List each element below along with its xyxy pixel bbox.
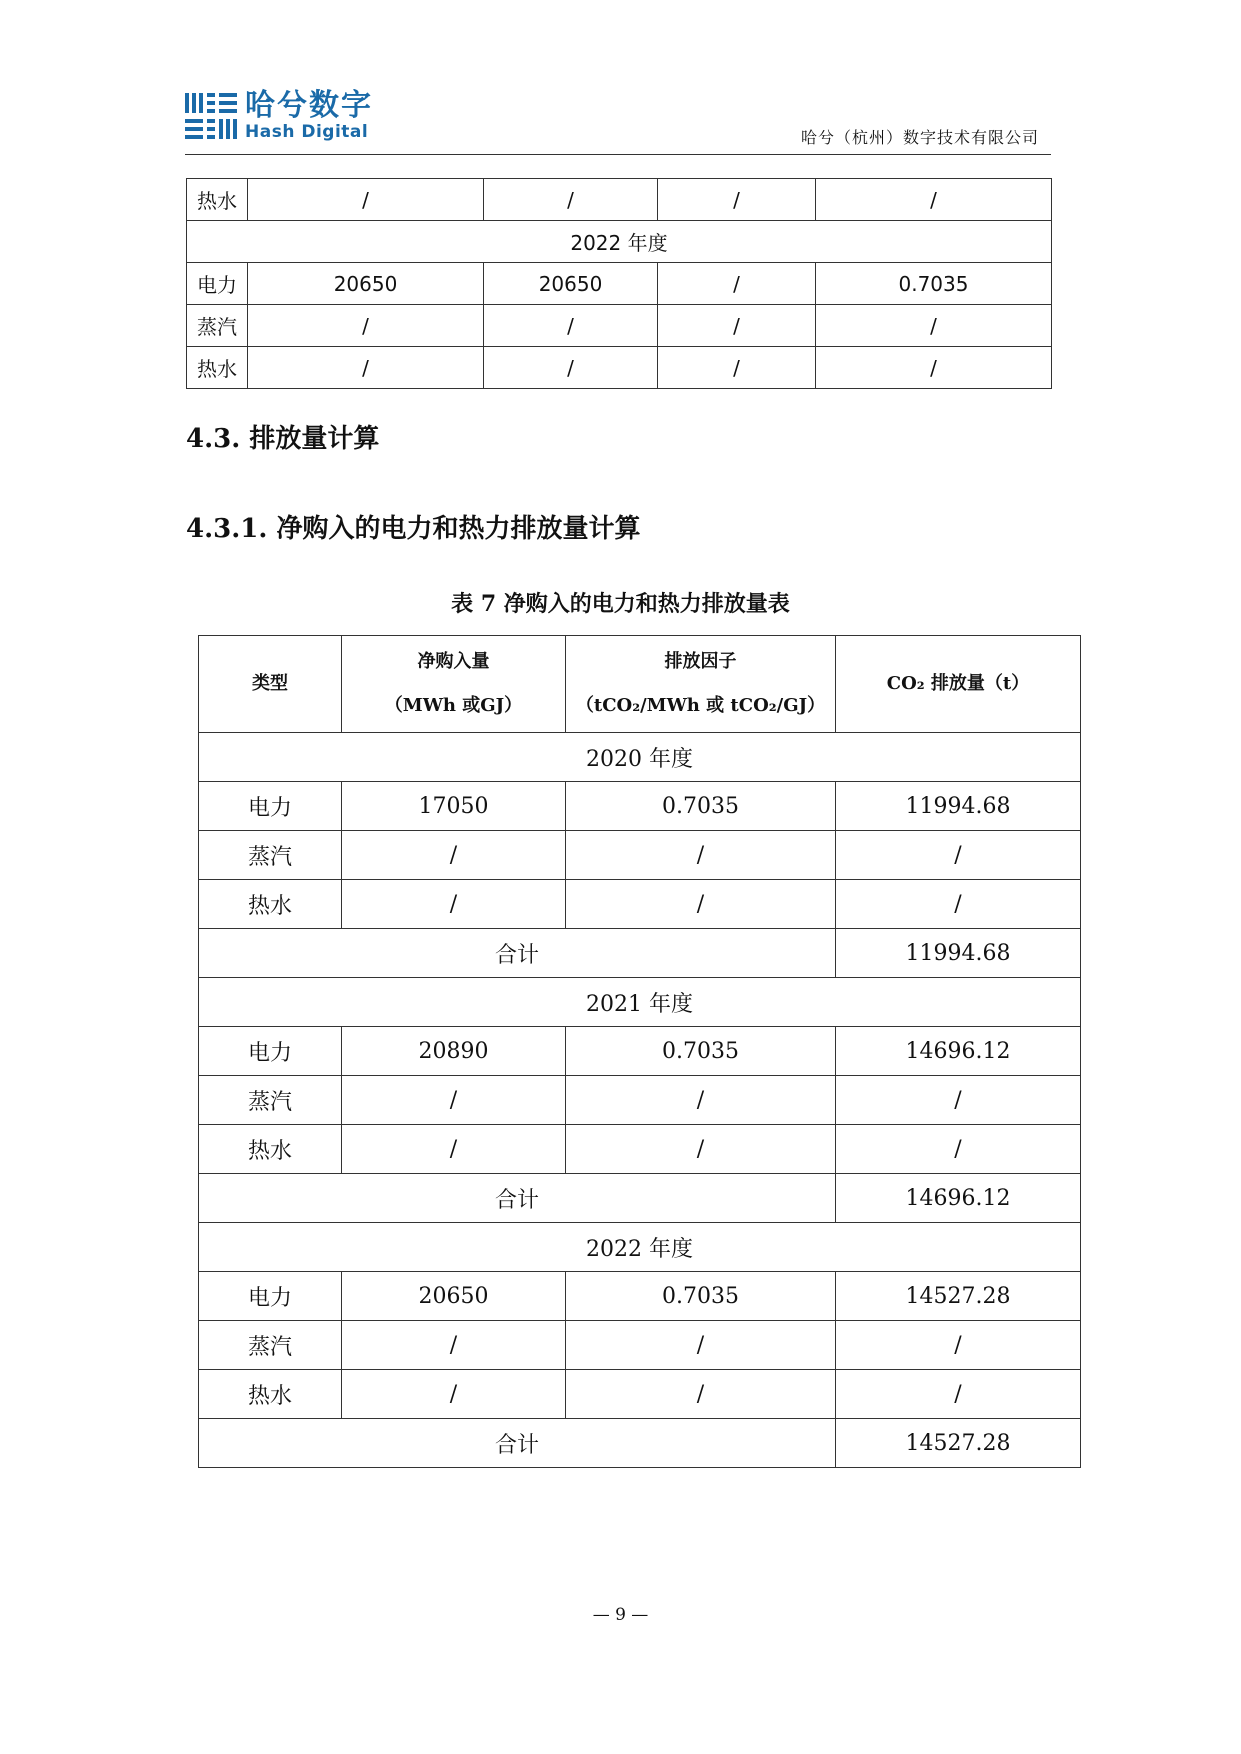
table-cell: 20650 xyxy=(484,263,658,305)
year-label: 2022 年度 xyxy=(187,221,1052,263)
table-row xyxy=(199,1125,1081,1174)
cell-amount: / xyxy=(342,831,566,880)
cell-emission: 14696.12 xyxy=(836,1027,1081,1076)
cell-emission: / xyxy=(836,1321,1081,1370)
cell-type: 电力 xyxy=(199,1027,342,1076)
cell-factor: / xyxy=(566,1370,836,1419)
row-label: 电力 xyxy=(187,263,248,305)
cell-factor: / xyxy=(566,880,836,929)
year-label: 2022 年度 xyxy=(199,1223,1081,1272)
cell-amount: 17050 xyxy=(342,782,566,831)
table-cell: 0.7035 xyxy=(816,263,1052,305)
header-amount-line2: （MWh 或GJ） xyxy=(384,695,523,716)
subsection-heading: 4.3.1. 净购入的电力和热力排放量计算 xyxy=(186,514,641,544)
cell-type: 热水 xyxy=(199,1370,342,1419)
cell-factor: 0.7035 xyxy=(566,1272,836,1321)
cell-type: 蒸汽 xyxy=(199,1321,342,1370)
header-amount-line1: 净购入量 xyxy=(417,651,490,672)
total-value: 11994.68 xyxy=(836,929,1081,978)
total-value: 14527.28 xyxy=(836,1419,1081,1468)
hash-digital-logo-icon xyxy=(185,91,237,141)
table-cell: / xyxy=(658,179,816,221)
total-label: 合计 xyxy=(199,1174,836,1223)
year-row xyxy=(199,733,1081,782)
table-cell: / xyxy=(816,347,1052,389)
header-factor-line1: 排放因子 xyxy=(664,651,737,672)
table-header-row xyxy=(199,636,1081,733)
table-row xyxy=(199,1370,1081,1419)
table-cell: / xyxy=(248,347,484,389)
table-row xyxy=(199,1027,1081,1076)
table-row xyxy=(199,782,1081,831)
header-factor xyxy=(566,636,836,733)
cell-amount: / xyxy=(342,880,566,929)
table-cell: / xyxy=(484,347,658,389)
year-label: 2021 年度 xyxy=(199,978,1081,1027)
cell-factor: / xyxy=(566,1321,836,1370)
table-row xyxy=(199,1321,1081,1370)
emissions-table xyxy=(198,635,1081,1468)
cell-emission: / xyxy=(836,1125,1081,1174)
total-row xyxy=(199,1174,1081,1223)
cell-factor: / xyxy=(566,1125,836,1174)
table-row xyxy=(199,831,1081,880)
table-cell: 20650 xyxy=(248,263,484,305)
cell-type: 热水 xyxy=(199,880,342,929)
cell-factor: 0.7035 xyxy=(566,1027,836,1076)
logo-english-name: Hash Digital xyxy=(245,122,369,142)
table-row xyxy=(199,1272,1081,1321)
total-row xyxy=(199,929,1081,978)
table-cell: / xyxy=(248,305,484,347)
total-row xyxy=(199,1419,1081,1468)
cell-emission: 14527.28 xyxy=(836,1272,1081,1321)
cell-emission: / xyxy=(836,1370,1081,1419)
page-header xyxy=(185,84,1051,155)
row-label: 蒸汽 xyxy=(187,305,248,347)
table-cell: / xyxy=(248,179,484,221)
cell-amount: / xyxy=(342,1321,566,1370)
cell-type: 蒸汽 xyxy=(199,831,342,880)
total-label: 合计 xyxy=(199,1419,836,1468)
header-amount xyxy=(342,636,566,733)
cell-emission: / xyxy=(836,880,1081,929)
year-row xyxy=(199,1223,1081,1272)
table-cell: / xyxy=(658,305,816,347)
cell-factor: 0.7035 xyxy=(566,782,836,831)
table-cell: / xyxy=(658,347,816,389)
row-label: 热水 xyxy=(187,179,248,221)
cell-type: 电力 xyxy=(199,782,342,831)
table-row xyxy=(187,347,1052,389)
section-heading: 4.3. 排放量计算 xyxy=(186,424,380,454)
table-cell: / xyxy=(484,179,658,221)
cell-emission: / xyxy=(836,1076,1081,1125)
logo-chinese-name: 哈兮数字 xyxy=(245,88,373,123)
cell-amount: 20890 xyxy=(342,1027,566,1076)
table-cell: / xyxy=(816,179,1052,221)
header-type: 类型 xyxy=(199,636,342,733)
cell-type: 蒸汽 xyxy=(199,1076,342,1125)
row-label: 热水 xyxy=(187,347,248,389)
emissions-table-body xyxy=(199,733,1081,1468)
continued-table xyxy=(186,178,1052,389)
year-row xyxy=(199,978,1081,1027)
cell-factor: / xyxy=(566,831,836,880)
page-number: — 9 — xyxy=(592,1605,649,1625)
cell-emission: / xyxy=(836,831,1081,880)
table-row xyxy=(187,305,1052,347)
year-row xyxy=(187,221,1052,263)
table-cell: / xyxy=(484,305,658,347)
cell-factor: / xyxy=(566,1076,836,1125)
table-cell: / xyxy=(658,263,816,305)
year-label: 2020 年度 xyxy=(199,733,1081,782)
logo xyxy=(185,90,373,142)
cell-type: 热水 xyxy=(199,1125,342,1174)
total-label: 合计 xyxy=(199,929,836,978)
company-name: 哈兮（杭州）数字技术有限公司 xyxy=(800,128,1039,147)
cell-emission: 11994.68 xyxy=(836,782,1081,831)
cell-amount: 20650 xyxy=(342,1272,566,1321)
total-value: 14696.12 xyxy=(836,1174,1081,1223)
table-row xyxy=(199,1076,1081,1125)
header-emission: CO₂ 排放量（t） xyxy=(836,636,1081,733)
table-caption: 表 7 净购入的电力和热力排放量表 xyxy=(451,591,790,617)
table-row xyxy=(187,179,1052,221)
table-cell: / xyxy=(816,305,1052,347)
cell-amount: / xyxy=(342,1076,566,1125)
header-factor-line2: （tCO₂/MWh 或 tCO₂/GJ） xyxy=(575,695,826,716)
cell-amount: / xyxy=(342,1125,566,1174)
table-row xyxy=(199,880,1081,929)
cell-type: 电力 xyxy=(199,1272,342,1321)
cell-amount: / xyxy=(342,1370,566,1419)
table-row xyxy=(187,263,1052,305)
